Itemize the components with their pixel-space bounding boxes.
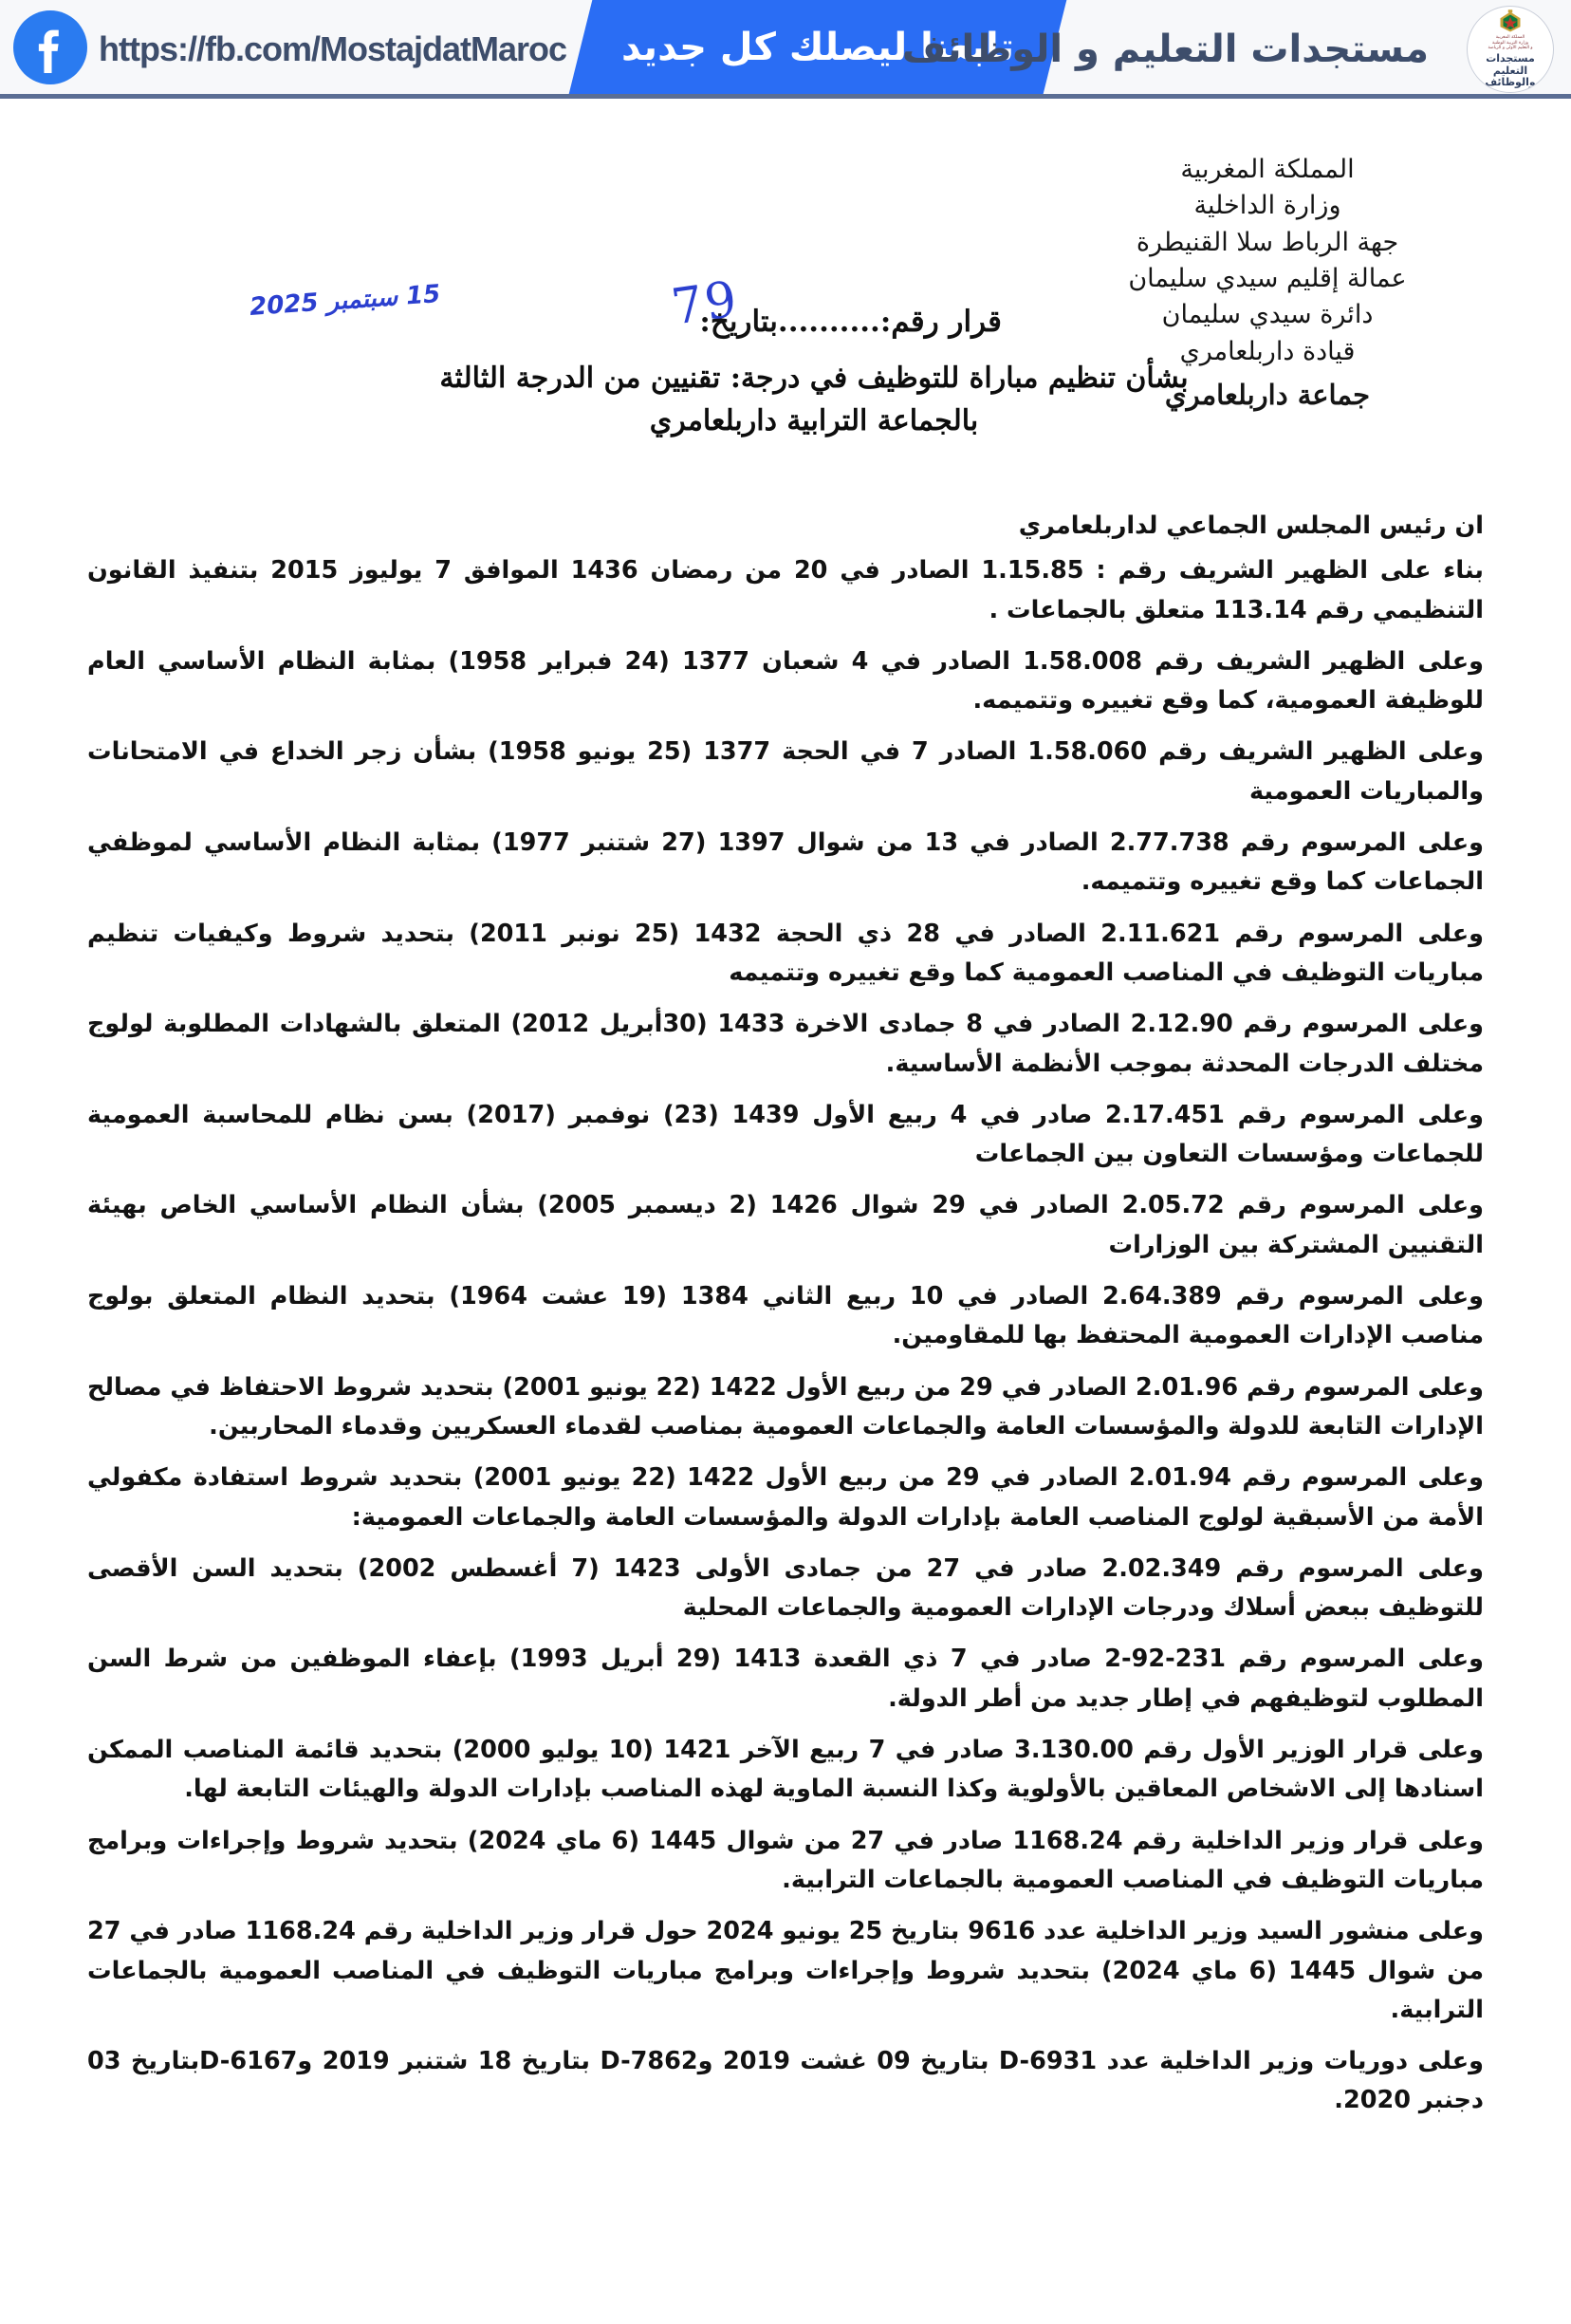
document-page [0,99,1571,2324]
prefecture-line: عمالة إقليم سيدي سليمان [1128,263,1407,293]
logo-line-1: مستجدات التعليم [1486,51,1535,77]
handwritten-decision-number: 79 [667,270,742,337]
body-paragraph: وعلى المرسوم رقم 2.11.621 الصادر في 28 ذي الحجة 1432 (25 نونبر 2011) بتحديد شروط وكيفيات تنظيم مباريات التوظيف في المناصب العمومية كما وقع تغييره وتتميمه [87,919,1484,987]
handwritten-decision-date: 15 سبتمبر 2025 [248,280,441,322]
body-paragraph: وعلى المرسوم رقم 231-92-2 صادر في 7 ذي القعدة 1413 (29 أبريل 1993) بإعفاء الموظفين من شرط السن المطلوب لتوظيفهم في إطار جديد من أطر الدولة. [87,1645,1485,1713]
body-paragraph: وعلى الظهير الشريف رقم 1.58.008 الصادر في 4 شعبان 1377 (24 فبراير 1958) بمثابة النظام الأساسي العام للوظيفة العمومية، كما وقع تغييره وتتميمه. [87,646,1484,716]
body-paragraph: وعلى المرسوم رقم 2.64.389 الصادر في 10 ربيع الثاني 1384 (19 عشت 1964) بتحديد النظام المتعلق بولوج مناصب الإدارات العمومية المحتفظ بها للمقاومين. [87,1282,1484,1350]
title-line-1: بشأن تنظيم مباراة للتوظيف في درجة: تقنيين من الدرجة الثالثة [439,362,1189,395]
body-paragraph: ان رئيس المجلس الجماعي لداربلعامري [1018,511,1484,540]
title-line-2: بالجماعة الترابية داربلعامري [649,404,979,437]
banner-cta-text: تابعنا ليصلك كل جديد [620,25,1015,69]
body-paragraph: وعلى المرسوم رقم 2.05.72 الصادر في 29 شوال 1426 (2 ديسمبر 2005) بشأن النظام الأساسي الخاص بهيئة التقنيين المشتركة بين الوزارات [87,1191,1484,1259]
facebook-url[interactable]: https://fb.com/MostajdatMaroc [99,29,567,68]
document-body [87,507,1484,2133]
circle-line: دائرة سيدي سليمان [1161,300,1374,330]
body-paragraph: بناء على الظهير الشريف رقم : 1.15.85 الصادر في 20 من رمضان 1436 الموافق 7 يوليوز 2015 بتنفيذ القانون التنظيمي رقم 113.14 متعلق بالجماعات . [87,556,1484,624]
logo-line-2: والوظائف [1485,76,1536,89]
kingdom-line: المملكة المغربية [1180,155,1355,184]
site-name-text: مستجدات التعليم و الوظائف [901,28,1429,71]
body-paragraph: وعلى المرسوم رقم 2.12.90 الصادر في 8 جمادى الاخرة 1433 (30أبريل 2012) المتعلق بالشهادات المطلوبة لولوج مختلف الدرجات المحدثة بموجب الأنظمة الأساسية. [87,1010,1484,1078]
morocco-coat-of-arms-icon [1496,9,1525,34]
body-paragraph: وعلى قرار وزير الداخلية رقم 1168.24 صادر في 27 من شوال 1445 (6 ماي 2024) بتحديد شروط وإجراءات وبرامج مباريات التوظيف في المناصب العمومية بالجماعات الترابية. [87,1826,1484,1894]
page-title [417,357,1211,442]
body-paragraph: وعلى دوريات وزير الداخلية عدد D-6931 بتاريخ 09 غشت 2019 وD-7862 بتاريخ 18 شتنبر 2019 وD-6167بتاريخ 03 دجنبر 2020. [87,2047,1484,2115]
commune-line: جماعة داربلعامري [1164,378,1371,411]
body-paragraph: وعلى المرسوم رقم 2.01.96 الصادر في 29 من ربيع الأول 1422 (22 يونيو 2001) بتحديد شروط الاحتفاظ في مصالح الإدارات التابعة للدولة والمؤسسات العامة والجماعات العمومية بمناصب لقدماء العسكريين وقدماء المحاربين. [87,1372,1484,1441]
body-paragraph: وعلى المرسوم رقم 2.01.94 الصادر في 29 من ربيع الأول 1422 (22 يونيو 2001) بتحديد شروط استفادة مكفولي الأمة من الأسبقية لولوج المناصب العامة بإدارات الدولة والمؤسسات العامة والجماعات العمومية: [87,1463,1484,1532]
promo-banner [0,0,1571,99]
ministry-line: وزارة الداخلية [1193,191,1341,221]
body-paragraph: وعلى الظهير الشريف رقم 1.58.060 الصادر 7 في الحجة 1377 (25 يونيو 1958) بشأن زجر الخداع في الامتحانات والمباريات العمومية [87,737,1485,806]
logo-micro-text: المملكة المغربية وزارة التربية الوطنية و التعليم الأولي و الرياضة [1488,35,1533,51]
body-paragraph: وعلى قرار الوزير الأول رقم 3.130.00 صادر في 7 ربيع الآخر 1421 (10 يوليو 2000) بتحديد قائمة المناصب الممكن اسنادها إلى الاشخاص المعاقين بالأولوية وكذا النسبة الماوية لهذه المناصب بإدارات الدولة والهيئات التابعة لها. [87,1736,1484,1804]
site-logo-badge [1467,6,1554,93]
caidat-line: قيادة داربلعامري [1179,336,1356,366]
body-paragraph: وعلى المرسوم رقم 2.02.349 صادر في 27 من جمادى الأولى 1423 (7 أغسطس 2002) بتحديد السن الأقصى للتوظيف ببعض أسلاك ودرجات الإدارات العمومية والجماعات المحلية [87,1553,1485,1623]
facebook-icon[interactable] [13,10,87,84]
body-paragraph: وعلى المرسوم رقم 2.17.451 صادر في 4 ربيع الأول 1439 (23) نوفمبر (2017) بسن نظام للمحاسبة العمومية للجماعات ومؤسسات التعاون بين الجماعات [87,1100,1484,1169]
body-paragraph: وعلى المرسوم رقم 2.77.738 الصادر في 13 من شوال 1397 (27 شتنبر 1977) بمثابة النظام الأساسي لموظفي الجماعات كما وقع تغييره وتتميمه. [87,828,1484,897]
decision-number-label: قرار رقم:..........بتاريخ: [699,305,1002,339]
region-line: جهة الرباط سلا القنيطرة [1136,227,1399,257]
body-paragraph: وعلى منشور السيد وزير الداخلية عدد 9616 بتاريخ 25 يونيو 2024 حول قرار وزير الداخلية رقم 1168.24 صادر في 27 من شوال 1445 (6 ماي 2024) بتحديد شروط وإجراءات وبرامج مباريات التوظيف في المناصب العمومية بالجماعات الترابية. [87,1917,1484,2024]
